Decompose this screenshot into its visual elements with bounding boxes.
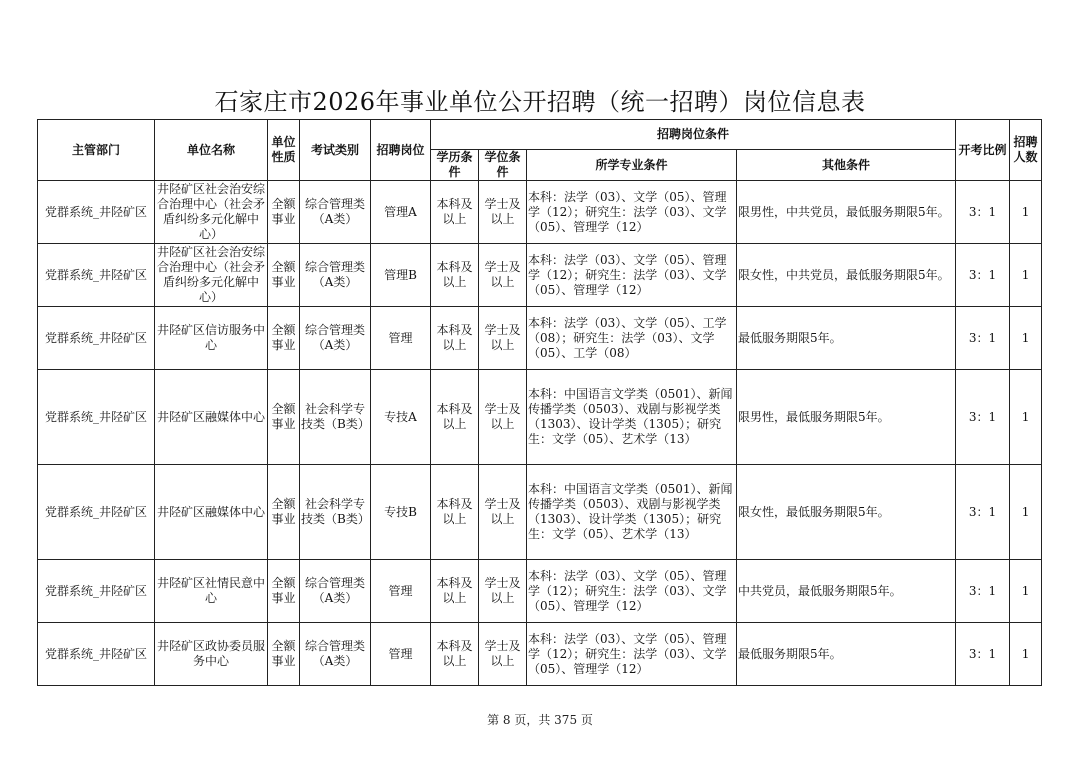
- cell-dept: 党群系统_井陉矿区: [38, 560, 155, 623]
- cell-exam: 综合管理类（A类）: [300, 244, 371, 307]
- cell-exam: 社会科学专技类（B类）: [300, 465, 371, 560]
- cell-other: 限男性，最低服务期限5年。: [737, 370, 956, 465]
- cell-ratio: 3：1: [956, 465, 1010, 560]
- cell-edu: 本科及以上: [431, 465, 479, 560]
- cell-other: 限女性，最低服务期限5年。: [737, 465, 956, 560]
- cell-unit: 井陉矿区社会治安综合治理中心（社会矛盾纠纷多元化解中心）: [155, 181, 268, 244]
- cell-degree: 学士及以上: [479, 623, 527, 686]
- cell-dept: 党群系统_井陉矿区: [38, 181, 155, 244]
- cell-nature: 全额事业: [268, 244, 300, 307]
- cell-post: 管理: [371, 307, 431, 370]
- header-unit: 单位名称: [155, 120, 268, 181]
- cell-exam: 综合管理类（A类）: [300, 307, 371, 370]
- cell-major: 本科：中国语言文学类（0501）、新闻传播学类（0503）、戏剧与影视学类（1303）、设计学类（1305）；研究生：文学（05）、艺术学（13）: [527, 370, 737, 465]
- cell-degree: 学士及以上: [479, 244, 527, 307]
- cell-exam: 综合管理类（A类）: [300, 181, 371, 244]
- cell-other: 中共党员，最低服务期限5年。: [737, 560, 956, 623]
- cell-edu: 本科及以上: [431, 307, 479, 370]
- cell-unit: 井陉矿区政协委员服务中心: [155, 623, 268, 686]
- cell-degree: 学士及以上: [479, 307, 527, 370]
- cell-count: 1: [1010, 465, 1042, 560]
- cell-major: 本科：法学（03）、文学（05）、管理学（12）；研究生：法学（03）、文学（05）、管理学（12）: [527, 623, 737, 686]
- cell-edu: 本科及以上: [431, 623, 479, 686]
- cell-exam: 社会科学专技类（B类）: [300, 370, 371, 465]
- table-row: [38, 465, 1042, 560]
- cell-ratio: 3：1: [956, 181, 1010, 244]
- page-number: 第 8 页，共 375 页: [487, 713, 593, 727]
- cell-nature: 全额事业: [268, 181, 300, 244]
- cell-nature: 全额事业: [268, 560, 300, 623]
- cell-count: 1: [1010, 560, 1042, 623]
- cell-nature: 全额事业: [268, 465, 300, 560]
- cell-other: 最低服务期限5年。: [737, 307, 956, 370]
- cell-dept: 党群系统_井陉矿区: [38, 244, 155, 307]
- cell-major: 本科：法学（03）、文学（05）、管理学（12）；研究生：法学（03）、文学（05）、管理学（12）: [527, 181, 737, 244]
- cell-count: 1: [1010, 370, 1042, 465]
- cell-post: 管理A: [371, 181, 431, 244]
- cell-unit: 井陉矿区融媒体中心: [155, 465, 268, 560]
- cell-exam: 综合管理类（A类）: [300, 560, 371, 623]
- cell-nature: 全额事业: [268, 623, 300, 686]
- cell-other: 最低服务期限5年。: [737, 623, 956, 686]
- cell-unit: 井陉矿区社情民意中心: [155, 560, 268, 623]
- cell-ratio: 3：1: [956, 244, 1010, 307]
- cell-dept: 党群系统_井陉矿区: [38, 623, 155, 686]
- cell-ratio: 3：1: [956, 370, 1010, 465]
- cell-degree: 学士及以上: [479, 370, 527, 465]
- cell-edu: 本科及以上: [431, 370, 479, 465]
- cell-unit: 井陉矿区信访服务中心: [155, 307, 268, 370]
- cell-degree: 学士及以上: [479, 465, 527, 560]
- table-row: [38, 181, 1042, 244]
- table-row: [38, 244, 1042, 307]
- positions-table: [37, 119, 1042, 686]
- cell-nature: 全额事业: [268, 307, 300, 370]
- cell-dept: 党群系统_井陉矿区: [38, 370, 155, 465]
- header-ratio: 开考比例: [956, 120, 1010, 181]
- cell-edu: 本科及以上: [431, 560, 479, 623]
- cell-post: 管理: [371, 560, 431, 623]
- cell-count: 1: [1010, 244, 1042, 307]
- cell-exam: 综合管理类（A类）: [300, 623, 371, 686]
- cell-post: 专技B: [371, 465, 431, 560]
- cell-dept: 党群系统_井陉矿区: [38, 307, 155, 370]
- cell-ratio: 3：1: [956, 623, 1010, 686]
- cell-edu: 本科及以上: [431, 244, 479, 307]
- header-row: [38, 120, 1042, 150]
- header-degree: 学位条件: [479, 150, 527, 181]
- table-row: [38, 307, 1042, 370]
- cell-unit: 井陉矿区社会治安综合治理中心（社会矛盾纠纷多元化解中心）: [155, 244, 268, 307]
- cell-other: 限女性，中共党员，最低服务期限5年。: [737, 244, 956, 307]
- cell-dept: 党群系统_井陉矿区: [38, 465, 155, 560]
- table-row: [38, 623, 1042, 686]
- cell-post: 专技A: [371, 370, 431, 465]
- cell-post: 管理B: [371, 244, 431, 307]
- cell-degree: 学士及以上: [479, 560, 527, 623]
- cell-major: 本科：法学（03）、文学（05）、管理学（12）；研究生：法学（03）、文学（05）、管理学（12）: [527, 560, 737, 623]
- cell-count: 1: [1010, 307, 1042, 370]
- cell-post: 管理: [371, 623, 431, 686]
- header-conditions: 招聘岗位条件: [431, 120, 956, 150]
- header-count: 招聘人数: [1010, 120, 1042, 181]
- header-major: 所学专业条件: [527, 150, 737, 181]
- header-nature: 单位性质: [268, 120, 300, 181]
- table-row: [38, 560, 1042, 623]
- cell-count: 1: [1010, 623, 1042, 686]
- header-other: 其他条件: [737, 150, 956, 181]
- cell-major: 本科：中国语言文学类（0501）、新闻传播学类（0503）、戏剧与影视学类（1303）、设计学类（1305）；研究生：文学（05）、艺术学（13）: [527, 465, 737, 560]
- cell-major: 本科：法学（03）、文学（05）、管理学（12）；研究生：法学（03）、文学（05）、管理学（12）: [527, 244, 737, 307]
- header-edu: 学历条件: [431, 150, 479, 181]
- cell-edu: 本科及以上: [431, 181, 479, 244]
- cell-count: 1: [1010, 181, 1042, 244]
- header-post: 招聘岗位: [371, 120, 431, 181]
- cell-degree: 学士及以上: [479, 181, 527, 244]
- cell-major: 本科：法学（03）、文学（05）、工学（08）；研究生：法学（03）、文学（05）、工学（08）: [527, 307, 737, 370]
- header-dept: 主管部门: [38, 120, 155, 181]
- header-exam: 考试类别: [300, 120, 371, 181]
- cell-ratio: 3：1: [956, 307, 1010, 370]
- table-row: [38, 370, 1042, 465]
- cell-unit: 井陉矿区融媒体中心: [155, 370, 268, 465]
- cell-other: 限男性，中共党员，最低服务期限5年。: [737, 181, 956, 244]
- cell-nature: 全额事业: [268, 370, 300, 465]
- cell-ratio: 3：1: [956, 560, 1010, 623]
- page-title: 石家庄市2026年事业单位公开招聘（统一招聘）岗位信息表: [214, 88, 866, 116]
